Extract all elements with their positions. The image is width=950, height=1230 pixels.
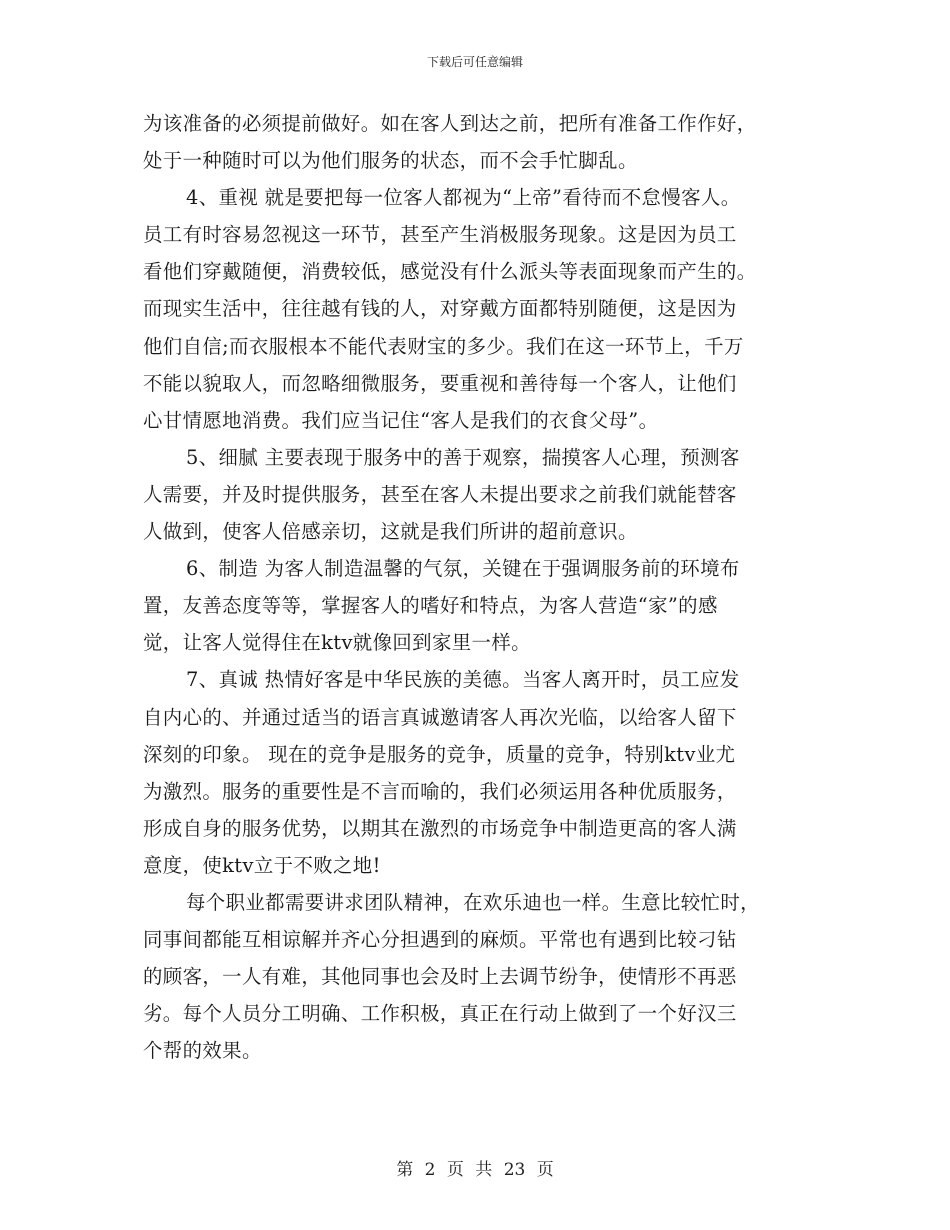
- paragraph-first-line: 6、制造 为客人制造温馨的气氛，关键在于强调服务前的环境布: [186, 557, 740, 581]
- text-line: 为该准备的必须提前做好。如在客人到达之前，把所有准备工作作好，: [143, 112, 757, 135]
- text-line: 自内心的、并通过适当的语言真诚邀请客人再次光临，以给客人留下: [143, 705, 737, 729]
- paragraph-first-line: 4、重视 就是要把每一位客人都视为“上帝”看待而不怠慢客人。: [186, 186, 741, 210]
- text-line: 员工有时容易忽视这一环节，甚至产生消极服务现象。这是因为员工: [143, 223, 737, 247]
- text-line: 为激烈。服务的重要性是不言而喻的，我们必须运用各种优质服务，: [143, 779, 737, 803]
- text-line: 他们自信;而衣服根本不能代表财宝的多少。我们在这一环节上，千万: [143, 334, 744, 358]
- document-body: [143, 105, 808, 1069]
- text-line: 的顾客，一人有难，其他同事也会及时上去调节纷争，使情形不再恶: [143, 965, 737, 989]
- paragraph-first-line: 每个职业都需要讲求团队精神，在欢乐迪也一样。生意比较忙时，: [186, 890, 760, 914]
- text-line: 劣。每个人员分工明确、工作积极，真正在行动上做到了一个好汉三: [143, 1002, 737, 1026]
- text-line: 心甘情愿地消费。我们应当记住“客人是我们的衣食父母”。: [143, 408, 659, 432]
- text-line: 人需要，并及时提供服务，甚至在客人未提出要求之前我们就能替客: [143, 482, 737, 506]
- text-line: 看他们穿戴随便，消费较低，感觉没有什么派头等表面现象而产生的。: [143, 260, 757, 284]
- page-number-footer: 第 2 页 共 23 页: [396, 1160, 554, 1180]
- paragraph-first-line: 5、细腻 主要表现于服务中的善于观察，揣摸客人心理，预测客: [186, 445, 740, 469]
- text-line: 意度，使ktv立于不败之地!: [143, 853, 381, 877]
- text-line: 处于一种随时可以为他们服务的状态，而不会手忙脚乱。: [143, 149, 638, 173]
- text-line: 深刻的印象。 现在的竞争是服务的竞争，质量的竞争，特别ktv业尤: [143, 742, 736, 766]
- text-line: 人做到，使客人倍感亲切，这就是我们所讲的超前意识。: [143, 520, 638, 544]
- text-line: 而现实生活中，往往越有钱的人，对穿戴方面都特别随便，这是因为: [143, 297, 737, 321]
- page-header: 下载后可任意编辑: [426, 55, 523, 69]
- text-line: 同事间都能互相谅解并齐心分担遇到的麻烦。平常也有遇到比较刁钻: [143, 928, 737, 952]
- text-line: 觉，让客人觉得住在ktv就像回到家里一样。: [143, 631, 531, 655]
- text-line: 个帮的效果。: [143, 1039, 262, 1063]
- text-line: 形成自身的服务优势，以期其在激烈的市场竞争中制造更高的客人满: [143, 816, 737, 840]
- text-line: 置，友善态度等等，掌握客人的嗜好和特点，为客人营造“家”的感: [143, 594, 718, 618]
- text-line: 不能以貌取人，而忽略细微服务，要重视和善待每一个客人，让他们: [143, 371, 737, 395]
- paragraph-first-line: 7、真诚 热情好客是中华民族的美德。当客人离开时，员工应发: [186, 668, 740, 692]
